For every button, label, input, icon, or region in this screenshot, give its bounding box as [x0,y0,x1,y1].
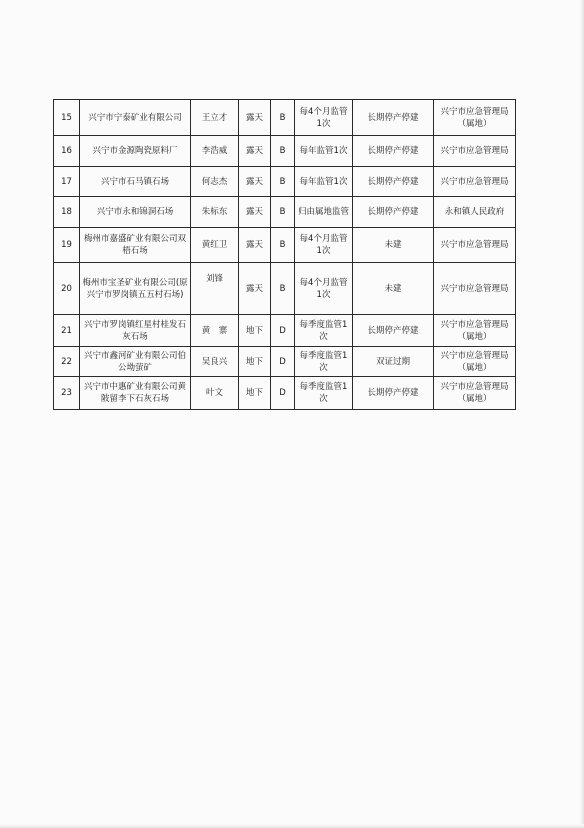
risk-grade: B [271,100,295,136]
supervising-authority: 兴宁市应急管理局（属地） [434,100,516,136]
mining-method: 露天 [239,167,271,197]
row-number: 21 [54,315,80,347]
table-row [54,263,516,315]
mine-name: 兴宁市永和锦洞石场 [80,197,191,228]
table-row [54,315,516,347]
responsible-person: 叶文 [191,377,239,410]
mine-name: 兴宁市鑫河矿业有限公司伯公坳萤矿 [80,347,191,377]
mine-name: 兴宁市金源陶瓷原料厂 [80,136,191,167]
mining-method: 地下 [239,315,271,347]
table-row [54,100,516,136]
mining-method: 露天 [239,136,271,167]
row-number: 18 [54,197,80,228]
mine-name: 梅州市宝圣矿业有限公司(原兴宁市罗岗镇五五村石场) [80,263,191,315]
supervision-frequency: 每4个月监管1次 [295,263,353,315]
risk-grade: D [271,347,295,377]
responsible-person: 吴良兴 [191,347,239,377]
production-status: 长期停产停建 [353,136,434,167]
responsible-person: 王立才 [191,100,239,136]
mine-name: 兴宁市罗岗镇红星村桂发石灰石场 [80,315,191,347]
page-edge-shadow-bottom [0,824,584,828]
mining-method: 露天 [239,100,271,136]
table-row [54,167,516,197]
supervision-frequency: 每年监管1次 [295,136,353,167]
production-status: 长期停产停建 [353,197,434,228]
supervision-frequency: 每季度监管1次 [295,377,353,410]
production-status: 未建 [353,228,434,263]
responsible-person: 朱标东 [191,197,239,228]
production-status: 未建 [353,263,434,315]
table-row [54,197,516,228]
production-status: 长期停产停建 [353,315,434,347]
mining-method: 露天 [239,197,271,228]
mining-method: 地下 [239,377,271,410]
risk-grade: D [271,315,295,347]
mining-method: 露天 [239,263,271,315]
production-status: 长期停产停建 [353,377,434,410]
table-row [54,377,516,410]
supervising-authority: 兴宁市应急管理局 [434,136,516,167]
risk-grade: B [271,263,295,315]
supervision-frequency: 每年监管1次 [295,167,353,197]
production-status: 长期停产停建 [353,100,434,136]
supervising-authority: 兴宁市应急管理局 [434,167,516,197]
row-number: 20 [54,263,80,315]
production-status: 双证过期 [353,347,434,377]
mine-name: 兴宁市中惠矿业有限公司黄陂留李下石灰石场 [80,377,191,410]
supervision-frequency: 每4个月监管1次 [295,228,353,263]
supervising-authority: 永和镇人民政府 [434,197,516,228]
table-row [54,228,516,263]
supervising-authority: 兴宁市应急管理局 [434,263,516,315]
supervision-frequency: 每季度监管1次 [295,347,353,377]
responsible-person: 刘锋 [191,263,239,315]
page-edge-shadow-right [580,0,584,828]
risk-grade: D [271,377,295,410]
row-number: 15 [54,100,80,136]
risk-grade: B [271,136,295,167]
mine-name: 兴宁市宁泰矿业有限公司 [80,100,191,136]
supervising-authority: 兴宁市应急管理局 [434,228,516,263]
table-row [54,347,516,377]
mining-method: 露天 [239,228,271,263]
supervision-frequency: 每季度监管1次 [295,315,353,347]
row-number: 23 [54,377,80,410]
supervising-authority: 兴宁市应急管理局（属地） [434,377,516,410]
responsible-person: 黄红卫 [191,228,239,263]
supervision-frequency: 每4个月监管1次 [295,100,353,136]
mine-supervision-table [53,99,516,410]
responsible-person: 李浩威 [191,136,239,167]
row-number: 16 [54,136,80,167]
mine-name: 梅州市嘉盛矿业有限公司双梧石场 [80,228,191,263]
supervision-frequency: 归由属地监管 [295,197,353,228]
risk-grade: B [271,197,295,228]
supervising-authority: 兴宁市应急管理局（属地） [434,347,516,377]
row-number: 22 [54,347,80,377]
responsible-person: 黄 寨 [191,315,239,347]
responsible-person: 何志杰 [191,167,239,197]
row-number: 17 [54,167,80,197]
row-number: 19 [54,228,80,263]
risk-grade: B [271,167,295,197]
mine-name: 兴宁市石马镇石场 [80,167,191,197]
supervising-authority: 兴宁市应急管理局（属地） [434,315,516,347]
production-status: 长期停产停建 [353,167,434,197]
risk-grade: B [271,228,295,263]
mining-method: 地下 [239,347,271,377]
table-row [54,136,516,167]
